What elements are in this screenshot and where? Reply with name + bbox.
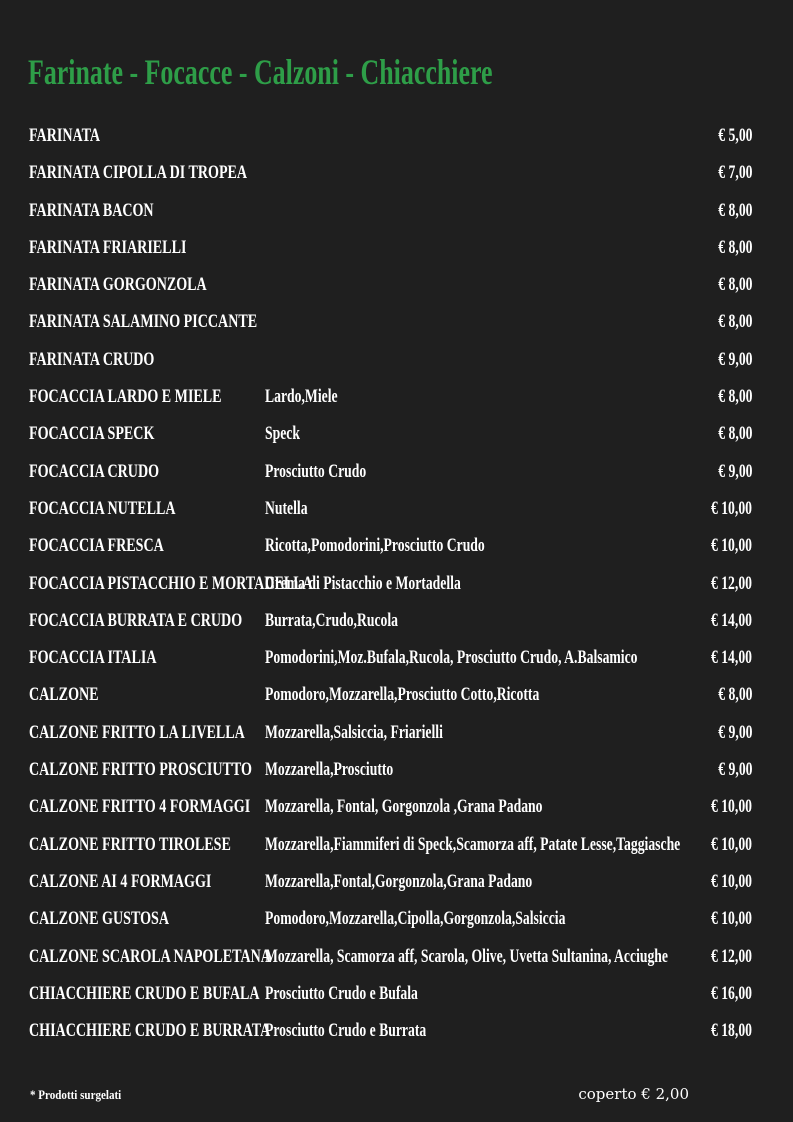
menu-item-name: FOCACCIA BURRATA E CRUDO	[29, 609, 243, 631]
menu-item-price: € 8,00	[717, 236, 752, 258]
page-title: Farinate - Focacce - Calzoni - Chiacchiere	[28, 52, 493, 92]
menu-item	[0, 303, 793, 340]
menu-item-ingredients: Speck	[265, 423, 300, 445]
menu-item	[0, 192, 793, 229]
coperto-price: coperto € 2,00	[578, 1085, 689, 1103]
menu-item-price: € 8,00	[717, 274, 752, 296]
menu-item-name: FOCACCIA CRUDO	[29, 460, 160, 482]
menu-item-ingredients: Nutella	[265, 497, 308, 519]
menu-item	[0, 341, 793, 378]
menu-item-price: € 9,00	[717, 348, 752, 370]
menu-item-name: FARINATA CIPOLLA DI TROPEA	[29, 162, 248, 184]
menu-item	[0, 938, 793, 975]
menu-item-ingredients: Mozzarella, Fontal, Gorgonzola ,Grana Padano	[265, 796, 543, 818]
menu-item-price: € 8,00	[717, 199, 752, 221]
menu-item-price: € 9,00	[717, 721, 752, 743]
menu-item-price: € 12,00	[710, 945, 752, 967]
menu-item-ingredients: Ricotta,Pomodorini,Prosciutto Crudo	[265, 535, 485, 557]
menu-item-ingredients: Mozzarella, Scamorza aff, Scarola, Olive, Uvetta Sultanina, Acciughe	[265, 945, 668, 967]
menu-item	[0, 266, 793, 303]
menu-item-name: FARINATA	[29, 125, 101, 146]
menu-item-price: € 8,00	[717, 423, 752, 445]
menu-item-name: CALZONE GUSTOSA	[29, 908, 169, 930]
menu-item-name: CHIACCHIERE CRUDO E BUFALA	[29, 982, 260, 1004]
menu-item	[0, 378, 793, 415]
menu-item-price: € 14,00	[710, 647, 752, 669]
menu-item	[0, 900, 793, 937]
menu-item-name: FOCACCIA LARDO E MIELE	[29, 386, 222, 408]
menu-item	[0, 714, 793, 751]
menu-item-name: CALZONE FRITTO LA LIVELLA	[29, 721, 245, 743]
menu-item-ingredients: Prosciutto Crudo e Burrata	[265, 1020, 427, 1042]
menu-item	[0, 453, 793, 490]
menu-item-name: CALZONE FRITTO 4 FORMAGGI	[29, 796, 251, 818]
menu-item-price: € 8,00	[717, 311, 752, 333]
menu-item-ingredients: Lardo,Miele	[265, 386, 338, 408]
menu-item-ingredients: Pomodorini,Moz.Bufala,Rucola, Prosciutto Crudo, A.Balsamico	[265, 647, 638, 669]
menu-item-price: € 10,00	[710, 870, 752, 892]
menu-item-name: FARINATA SALAMINO PICCANTE	[29, 311, 258, 333]
menu-item	[0, 565, 793, 602]
menu-item-price: € 9,00	[717, 759, 752, 781]
menu-item-price: € 16,00	[710, 982, 752, 1004]
menu-item	[0, 154, 793, 191]
menu-item-price: € 9,00	[717, 460, 752, 482]
menu-item-ingredients: Mozzarella,Fontal,Gorgonzola,Grana Padano	[265, 870, 533, 892]
footer-note: * Prodotti surgelati	[30, 1087, 122, 1102]
menu-item-ingredients: Mozzarella,Fiammiferi di Speck,Scamorza aff, Patate Lesse,Taggiasche	[265, 833, 681, 855]
menu-item-price: € 10,00	[710, 908, 752, 930]
menu-item-name: CALZONE SCAROLA NAPOLETANA	[29, 945, 271, 967]
menu-item-price: € 12,00	[710, 572, 752, 594]
menu-item	[0, 1012, 793, 1049]
menu-item-ingredients: Crema di Pistacchio e Mortadella	[265, 572, 461, 594]
menu-item-price: € 8,00	[717, 684, 752, 706]
menu-item-name: CHIACCHIERE CRUDO E BURRATA	[29, 1020, 271, 1042]
menu-item	[0, 863, 793, 900]
menu-item-ingredients: Prosciutto Crudo e Bufala	[265, 982, 418, 1004]
menu-item	[0, 676, 793, 713]
menu-item-price: € 10,00	[710, 497, 752, 519]
menu-item-name: CALZONE FRITTO TIROLESE	[29, 833, 231, 855]
menu-item-name: FARINATA GORGONZOLA	[29, 274, 207, 296]
menu-item-name: CALZONE AI 4 FORMAGGI	[29, 870, 212, 892]
menu-item-price: € 18,00	[710, 1020, 752, 1042]
menu-item-name: FARINATA CRUDO	[29, 348, 155, 370]
menu-item-name: FOCACCIA FRESCA	[29, 535, 164, 557]
menu-item	[0, 751, 793, 788]
menu-item-price: € 14,00	[710, 609, 752, 631]
menu-item-price: € 10,00	[710, 535, 752, 557]
menu-item-name: FOCACCIA SPECK	[29, 423, 155, 445]
menu-item-name: FOCACCIA NUTELLA	[29, 497, 176, 519]
menu-item-ingredients: Pomodoro,Mozzarella,Cipolla,Gorgonzola,Salsiccia	[265, 908, 566, 930]
menu-list	[0, 117, 793, 1049]
menu-item-name: FOCACCIA ITALIA	[29, 647, 157, 669]
menu-item-ingredients: Burrata,Crudo,Rucola	[265, 609, 399, 631]
menu-item	[0, 639, 793, 676]
menu-item-ingredients: Pomodoro,Mozzarella,Prosciutto Cotto,Ricotta	[265, 684, 540, 706]
menu-item	[0, 490, 793, 527]
menu-item-price: € 8,00	[717, 386, 752, 408]
menu-item	[0, 602, 793, 639]
menu-item-price: € 5,00	[717, 125, 752, 146]
menu-item-ingredients: Mozzarella,Salsiccia, Friarielli	[265, 721, 443, 743]
menu-item	[0, 788, 793, 825]
menu-item-name: FOCACCIA PISTACCHIO E MORTADELLA	[29, 572, 313, 594]
menu-item	[0, 826, 793, 863]
menu-item-ingredients: Prosciutto Crudo	[265, 460, 367, 482]
menu-item	[0, 527, 793, 564]
menu-item-price: € 7,00	[717, 162, 752, 184]
menu-item	[0, 975, 793, 1012]
menu-item	[0, 229, 793, 266]
menu-item-price: € 10,00	[710, 833, 752, 855]
menu-item	[0, 117, 793, 154]
menu-item	[0, 415, 793, 452]
menu-item-name: FARINATA FRIARIELLI	[29, 236, 187, 258]
menu-item-name: CALZONE FRITTO PROSCIUTTO	[29, 759, 252, 781]
menu-item-ingredients: Mozzarella,Prosciutto	[265, 759, 394, 781]
menu-item-name: FARINATA BACON	[29, 199, 154, 221]
menu-item-price: € 10,00	[710, 796, 752, 818]
menu-item-name: CALZONE	[29, 684, 99, 706]
